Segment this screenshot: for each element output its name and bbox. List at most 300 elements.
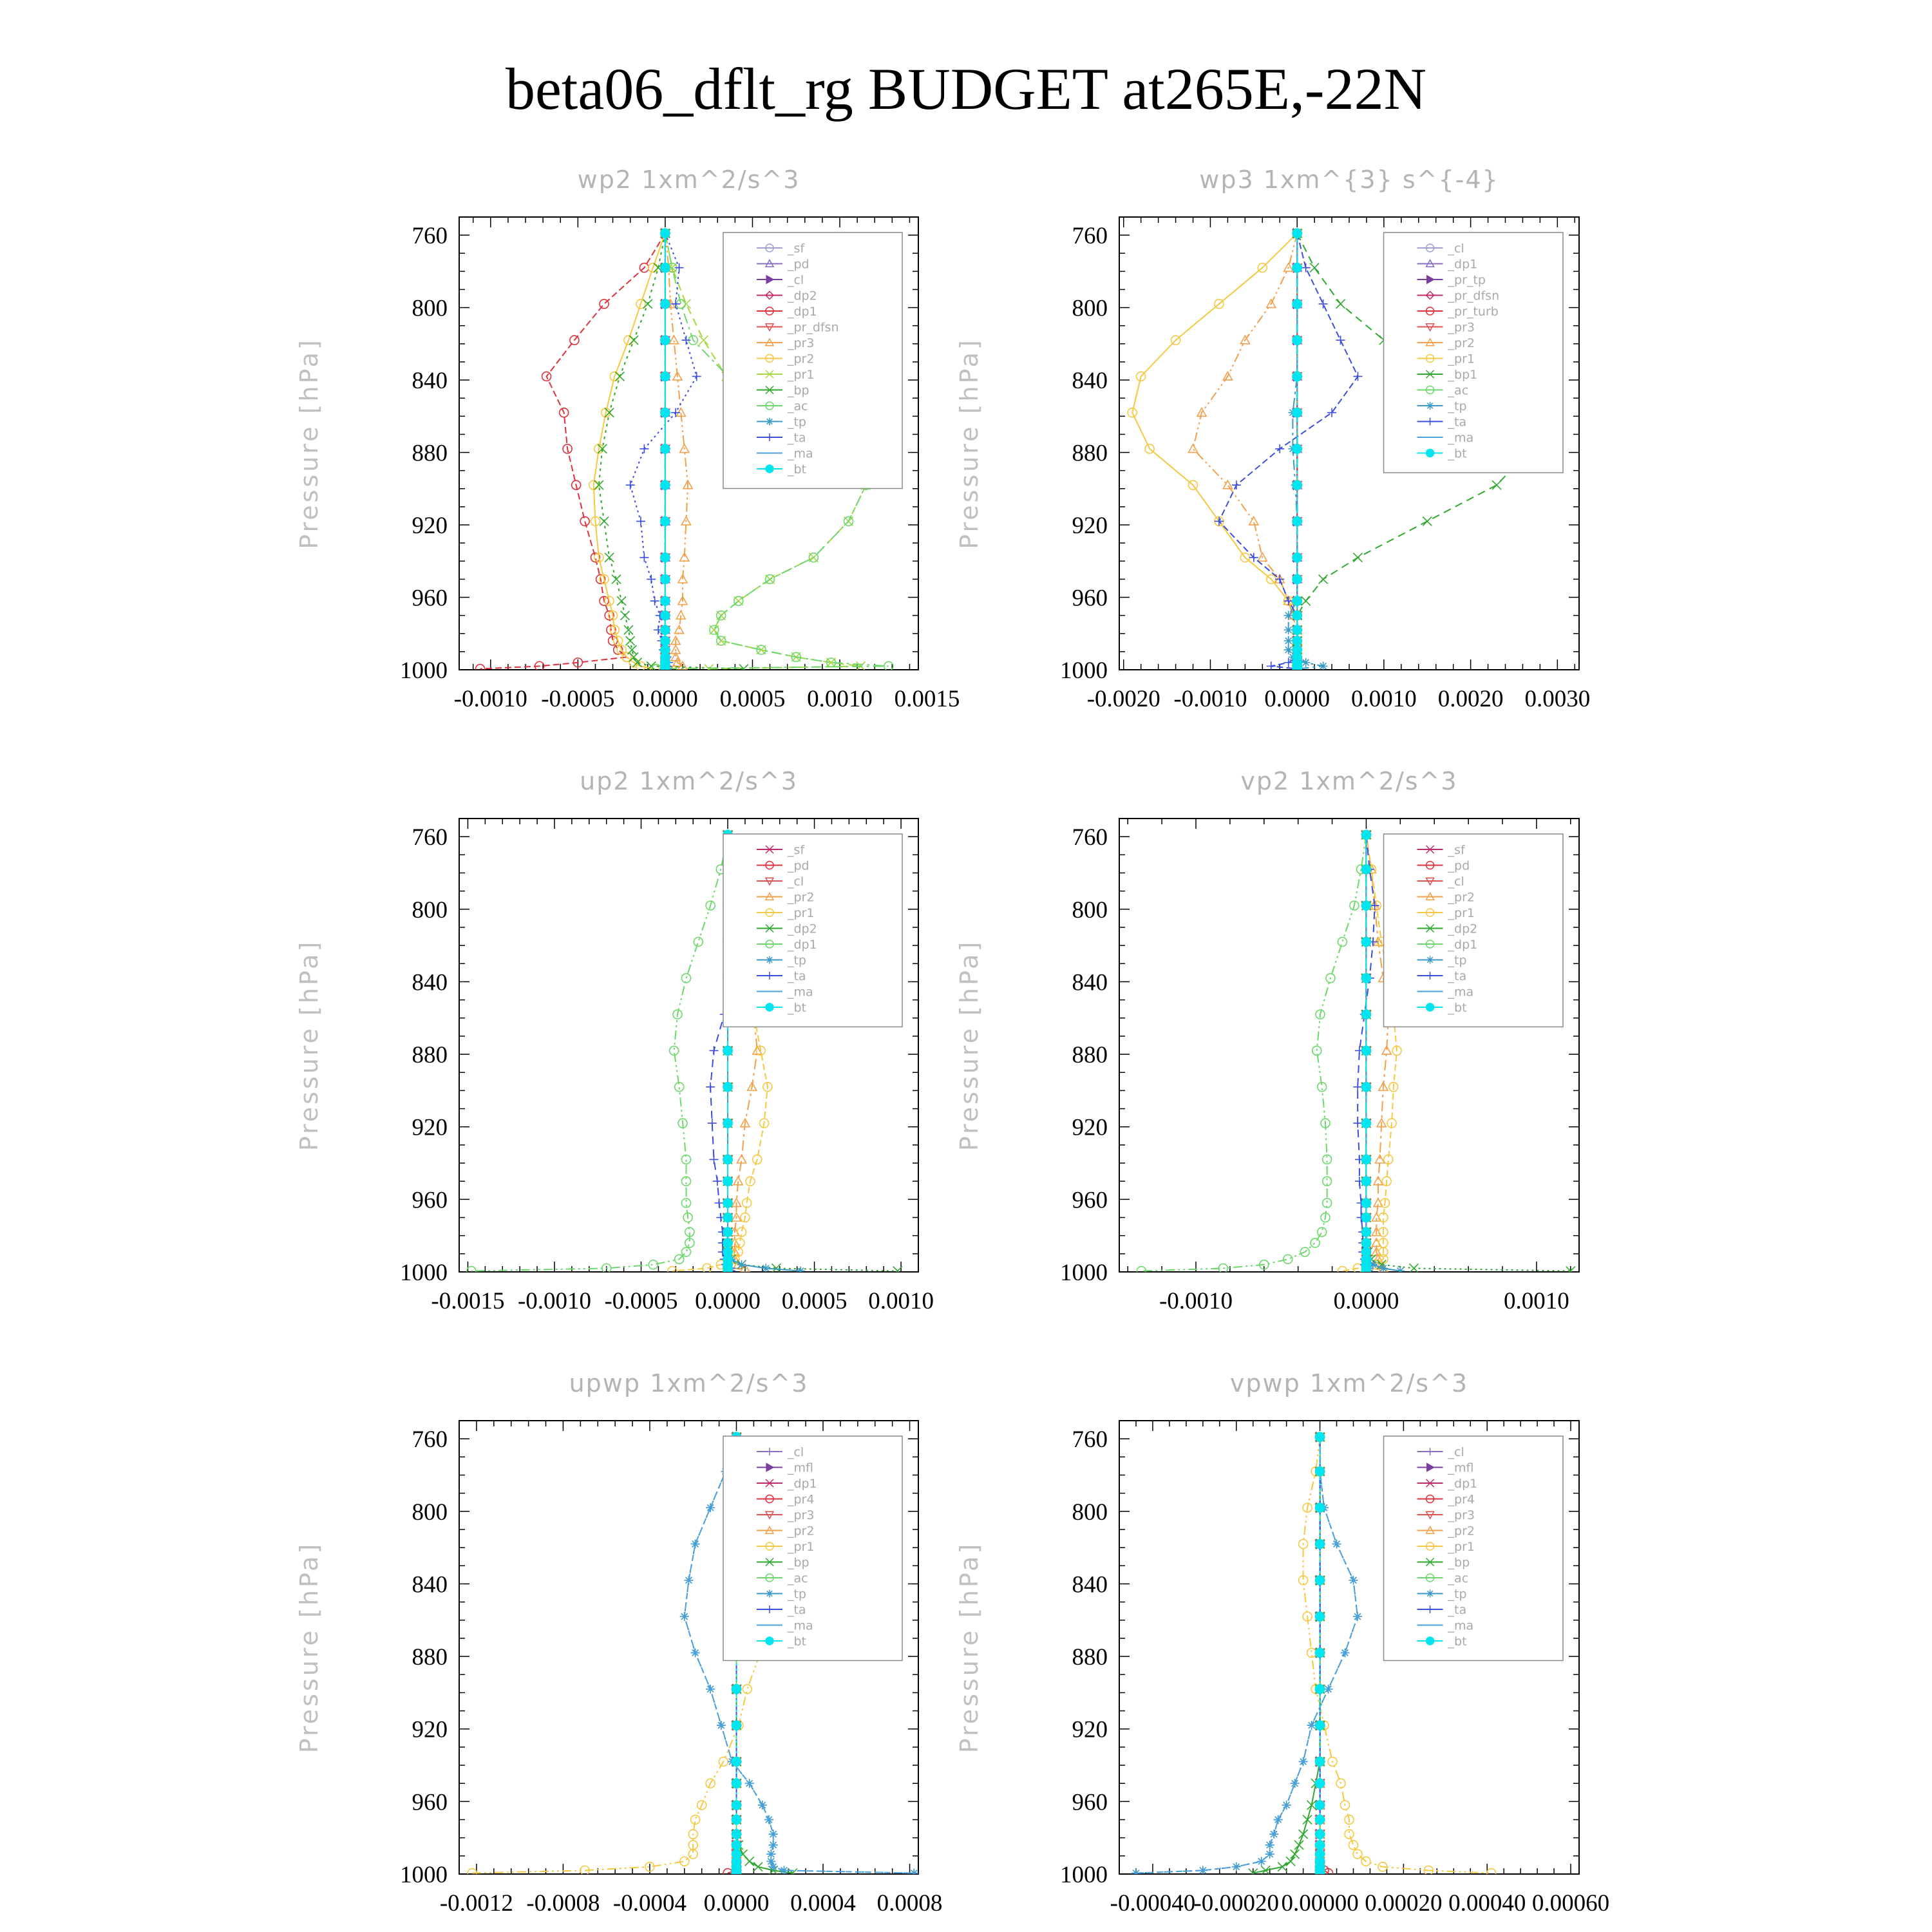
legend-label: _pd <box>787 257 810 272</box>
data-point <box>1361 1046 1370 1055</box>
data-point <box>723 1227 732 1236</box>
panel-title: upwp 1xm^2/s^3 <box>569 1369 809 1397</box>
x-tick-label: 0.0000 <box>703 1890 770 1917</box>
y-tick-label: 800 <box>1072 896 1108 923</box>
data-point <box>1316 1721 1325 1730</box>
data-point <box>1353 372 1362 381</box>
data-point <box>694 937 703 946</box>
legend-label: _dp1 <box>787 305 817 319</box>
data-point <box>732 1721 741 1730</box>
panel-title: wp2 1xm^2/s^3 <box>577 166 800 194</box>
legend-label: _mfl <box>1448 1461 1474 1475</box>
data-point <box>1376 1155 1385 1163</box>
chart-panel-2 <box>955 166 1590 712</box>
data-point <box>732 1801 741 1810</box>
data-point <box>661 336 670 345</box>
data-point <box>706 1083 715 1092</box>
y-tick-label: 880 <box>1072 1644 1108 1671</box>
legend-marker <box>1426 1637 1434 1645</box>
y-tick-label: 760 <box>412 223 448 250</box>
data-point <box>661 516 670 526</box>
data-point <box>1353 1119 1362 1128</box>
data-point <box>710 1155 719 1164</box>
data-point <box>1316 1576 1325 1585</box>
legend-label: _pr1 <box>787 1540 815 1554</box>
data-point <box>1327 408 1336 417</box>
chart-panel-5 <box>295 1369 942 1917</box>
panel-title: vp2 1xm^2/s^3 <box>1240 767 1458 795</box>
y-tick-label: 840 <box>1072 1571 1108 1598</box>
data-point <box>661 553 670 562</box>
data-point <box>1283 1255 1293 1264</box>
data-point <box>723 1267 732 1276</box>
legend-label: _tp <box>787 415 806 430</box>
data-point <box>1284 636 1293 645</box>
x-tick-label: 0.00020 <box>1365 1890 1443 1917</box>
legend-label: _dp1 <box>787 938 817 952</box>
data-point <box>1338 937 1347 946</box>
legend-label: _cl <box>1448 875 1464 889</box>
data-point <box>647 574 656 583</box>
data-point <box>1316 1757 1325 1766</box>
data-point <box>1361 1010 1370 1019</box>
x-tick-label: 0.00040 <box>1448 1890 1526 1917</box>
legend-label: _pr_dfsn <box>787 320 839 335</box>
x-tick-label: 0.00060 <box>1531 1890 1610 1917</box>
legend-label: _mfl <box>787 1461 813 1475</box>
y-tick-label: 840 <box>1072 368 1108 395</box>
data-point <box>649 1260 658 1269</box>
data-point <box>710 1046 719 1055</box>
data-point <box>723 1213 732 1222</box>
data-point <box>661 299 670 308</box>
legend-label: _ta <box>787 1603 806 1617</box>
data-point <box>732 1685 741 1694</box>
data-point <box>1293 611 1302 620</box>
legend-label: _pr2 <box>1448 1524 1475 1539</box>
legend-marker <box>1426 956 1434 964</box>
series-line <box>480 233 665 668</box>
data-point <box>723 1046 732 1055</box>
data-point <box>1232 480 1241 489</box>
legend-label: _bp <box>787 1555 810 1570</box>
x-tick-label: -0.0020 <box>1086 686 1160 712</box>
data-point <box>1353 553 1362 562</box>
legend-label: _ta <box>1448 969 1467 983</box>
legend-label: _pr2 <box>1448 336 1475 350</box>
legend <box>1384 1436 1563 1661</box>
data-point <box>661 636 670 645</box>
data-point <box>1293 263 1302 272</box>
y-tick-label: 760 <box>412 824 448 851</box>
y-tick-label: 800 <box>412 896 448 923</box>
data-point <box>1316 1648 1325 1657</box>
legend-label: _pr2 <box>787 352 815 366</box>
data-point <box>1361 974 1370 983</box>
y-tick-label: 880 <box>412 1042 448 1069</box>
data-point <box>1349 1841 1358 1850</box>
data-point <box>1293 596 1302 605</box>
legend-label: _pr_dfsn <box>1448 289 1500 303</box>
legend-marker <box>766 418 773 426</box>
legend-label: _tp <box>1448 399 1467 413</box>
legend-label: _ma <box>787 1618 813 1633</box>
data-point <box>1278 1862 1287 1871</box>
legend-label: _tp <box>787 1587 806 1602</box>
legend-marker <box>766 1590 773 1598</box>
legend-label: _ta <box>1448 415 1467 430</box>
legend-label: _pr3 <box>787 336 815 350</box>
data-point <box>732 1757 741 1766</box>
data-point <box>1319 661 1328 670</box>
y-tick-label: 760 <box>1072 824 1108 851</box>
legend-label: _bt <box>1448 446 1467 461</box>
legend-label: _bt <box>1448 1001 1467 1015</box>
legend-label: _cl <box>787 273 804 287</box>
legend-label: _bp1 <box>1448 368 1478 382</box>
legend-label: _dp2 <box>1448 922 1478 936</box>
x-tick-label: 0.0000 <box>1264 686 1331 712</box>
data-point <box>1316 1432 1325 1441</box>
data-point <box>1302 263 1311 272</box>
y-axis-label: Pressure [hPa] <box>955 337 983 549</box>
data-point <box>1361 937 1370 946</box>
legend-label: _pr_tp <box>1448 273 1486 287</box>
legend-label: _ma <box>1448 985 1474 999</box>
data-point <box>1294 1841 1303 1850</box>
data-point <box>661 229 670 238</box>
data-point <box>1293 229 1302 238</box>
y-tick-label: 760 <box>1072 1426 1108 1454</box>
y-axis-label: Pressure [hPa] <box>295 337 323 549</box>
data-point <box>681 299 690 308</box>
legend-label: _cl <box>787 875 804 889</box>
chart-panel-6 <box>955 1369 1609 1917</box>
data-point <box>1293 636 1302 645</box>
data-point <box>1293 480 1302 489</box>
legend-label: _dp1 <box>787 1477 817 1491</box>
y-tick-label: 960 <box>412 1187 448 1214</box>
data-point <box>732 1869 741 1878</box>
legend-label: _cl <box>1448 242 1464 256</box>
data-point <box>1284 625 1293 634</box>
data-point <box>1293 444 1302 453</box>
data-point <box>753 1862 762 1871</box>
data-point <box>661 480 670 489</box>
legend-label: _pr1 <box>1448 906 1475 920</box>
data-point <box>1284 645 1293 654</box>
panel-title: vpwp 1xm^2/s^3 <box>1229 1369 1469 1397</box>
data-point <box>661 596 670 605</box>
y-tick-label: 960 <box>412 1789 448 1816</box>
y-tick-label: 880 <box>412 440 448 467</box>
data-point <box>1310 263 1319 272</box>
y-tick-label: 840 <box>412 368 448 395</box>
series-line <box>1132 233 1297 668</box>
y-tick-label: 800 <box>412 295 448 322</box>
legend-label: _pr3 <box>787 1508 815 1522</box>
x-tick-label: 0.0000 <box>632 686 698 712</box>
data-point <box>615 372 624 381</box>
data-point <box>723 1177 732 1186</box>
data-point <box>699 336 708 345</box>
y-tick-label: 920 <box>412 513 448 540</box>
data-point <box>1361 1119 1370 1128</box>
legend-marker <box>1426 450 1434 457</box>
x-tick-label: 0.0000 <box>1333 1288 1399 1314</box>
x-tick-label: 0.0030 <box>1524 686 1591 712</box>
data-point <box>1303 1815 1312 1824</box>
legend-label: _pr2 <box>787 1524 815 1539</box>
x-tick-label: -0.0010 <box>517 1288 592 1314</box>
legend-label: _tp <box>1448 953 1467 968</box>
data-point <box>745 1857 754 1866</box>
y-tick-label: 920 <box>412 1716 448 1743</box>
legend-label: _cl <box>787 1445 804 1459</box>
x-tick-label: -0.0004 <box>612 1890 687 1917</box>
data-point <box>1316 1779 1325 1788</box>
data-point <box>605 553 614 562</box>
panel-title: up2 1xm^2/s^3 <box>580 767 798 795</box>
x-tick-label: 0.0010 <box>868 1288 934 1314</box>
data-point <box>1302 658 1311 667</box>
x-tick-label: 0.0010 <box>1504 1288 1569 1314</box>
y-axis-label: Pressure [hPa] <box>955 1541 983 1754</box>
data-point <box>1319 574 1328 583</box>
data-point <box>1353 1083 1362 1092</box>
legend-label: _pr4 <box>1448 1492 1475 1507</box>
legend-label: _pr4 <box>787 1492 815 1507</box>
legend <box>723 834 902 1027</box>
data-point <box>661 408 670 417</box>
y-tick-label: 1000 <box>1060 1260 1108 1286</box>
y-tick-label: 760 <box>412 1426 448 1454</box>
legend-label: _pr3 <box>1448 320 1475 335</box>
legend-label: _ma <box>1448 1618 1474 1633</box>
data-point <box>796 1267 805 1276</box>
data-point <box>1361 1083 1370 1092</box>
data-point <box>621 611 630 620</box>
legend-label: _pr2 <box>787 890 815 905</box>
data-point <box>1316 1539 1325 1548</box>
legend-label: _bp <box>1448 1555 1470 1570</box>
y-tick-label: 960 <box>1072 585 1108 612</box>
series-line <box>599 233 744 668</box>
data-point <box>1319 299 1328 308</box>
x-tick-label: 0.0000 <box>695 1288 761 1314</box>
data-point <box>1361 1177 1370 1186</box>
data-point <box>1316 1685 1325 1694</box>
legend-label: _ma <box>1448 431 1474 445</box>
legend-label: _pd <box>1448 858 1470 873</box>
data-point <box>715 1198 724 1208</box>
data-point <box>723 1083 732 1092</box>
x-tick-label: 0.0020 <box>1437 686 1504 712</box>
data-point <box>1293 372 1302 381</box>
data-point <box>636 516 645 526</box>
legend-marker <box>1426 402 1434 410</box>
x-tick-label: -0.0008 <box>526 1890 600 1917</box>
legend-label: _pr2 <box>1448 890 1475 905</box>
legend-label: _sf <box>787 843 805 857</box>
data-point <box>629 336 638 345</box>
data-point <box>1361 1267 1370 1276</box>
data-point <box>1361 1198 1370 1208</box>
data-point <box>1312 1046 1321 1055</box>
data-point <box>1293 625 1302 634</box>
data-point <box>1284 658 1293 667</box>
data-point <box>732 1841 741 1850</box>
legend-label: _bt <box>787 1001 806 1015</box>
data-point <box>1492 480 1501 489</box>
legend-label: _tp <box>787 953 806 968</box>
y-tick-label: 920 <box>1072 513 1108 540</box>
legend-label: _ta <box>787 969 806 983</box>
data-point <box>1316 1801 1325 1810</box>
legend-label: _ac <box>787 399 808 413</box>
y-tick-label: 840 <box>412 969 448 996</box>
panel-title: wp3 1xm^{3} s^{-4} <box>1199 166 1499 194</box>
y-tick-label: 840 <box>412 1571 448 1598</box>
x-tick-label: 0.0005 <box>719 686 786 712</box>
data-point <box>1361 830 1370 839</box>
legend-label: _pr1 <box>787 906 815 920</box>
y-tick-label: 920 <box>412 1114 448 1141</box>
data-point <box>675 625 684 634</box>
data-point <box>692 372 701 381</box>
data-point <box>643 299 652 308</box>
data-point <box>661 444 670 453</box>
data-point <box>732 1779 741 1788</box>
legend-marker <box>766 956 773 964</box>
y-tick-label: 960 <box>412 585 448 612</box>
data-point <box>1293 665 1302 674</box>
data-point <box>1396 1267 1405 1276</box>
x-tick-label: 0.0004 <box>790 1890 856 1917</box>
legend-marker <box>1426 1590 1434 1598</box>
data-point <box>1316 1503 1325 1512</box>
series-line <box>1141 835 1366 1271</box>
data-point <box>1361 1213 1370 1222</box>
x-tick-label: -0.00020 <box>1193 1890 1280 1917</box>
data-point <box>600 299 609 308</box>
data-point <box>639 444 649 453</box>
data-point <box>1353 1850 1362 1859</box>
data-point <box>617 596 626 605</box>
x-tick-label: 0.0008 <box>876 1890 943 1917</box>
data-point <box>629 652 638 661</box>
legend-label: _bt <box>1448 1634 1467 1649</box>
legend-label: _dp1 <box>1448 938 1478 952</box>
legend-label: _pd <box>787 858 810 873</box>
data-point <box>626 636 635 645</box>
data-point <box>1299 1830 1308 1839</box>
legend-label: _bp <box>787 383 810 398</box>
legend-label: _ac <box>1448 383 1469 398</box>
legend-label: _ta <box>1448 1603 1467 1617</box>
legend-marker <box>766 465 773 473</box>
legend-label: _pr3 <box>1448 1508 1475 1522</box>
data-point <box>1361 865 1370 874</box>
legend-label: _pr1 <box>1448 352 1475 366</box>
y-tick-label: 1000 <box>400 658 448 684</box>
legend-label: _ac <box>787 1571 808 1586</box>
data-point <box>1423 516 1432 526</box>
data-point <box>723 1238 732 1247</box>
legend-label: _pr1 <box>787 368 815 382</box>
data-point <box>1189 444 1198 453</box>
data-point <box>1293 336 1302 345</box>
data-point <box>743 1685 752 1694</box>
chart-panel-3 <box>295 767 934 1314</box>
y-axis-label: Pressure [hPa] <box>955 939 983 1151</box>
data-point <box>1293 299 1302 308</box>
legend-label: _pr_turb <box>1448 305 1499 319</box>
y-tick-label: 960 <box>1072 1789 1108 1816</box>
data-point <box>661 574 670 583</box>
legend-label: _cl <box>1448 1445 1464 1459</box>
data-point <box>1361 901 1370 910</box>
legend-label: _bt <box>787 1634 806 1649</box>
data-point <box>1293 553 1302 562</box>
series-line <box>1193 233 1298 668</box>
data-point <box>1293 516 1302 526</box>
x-tick-label: -0.0010 <box>1173 686 1247 712</box>
legend-label: _ma <box>787 985 813 999</box>
data-point <box>713 1177 722 1186</box>
legend-label: _pr1 <box>1448 1540 1475 1554</box>
data-point <box>681 1247 690 1256</box>
data-point <box>1316 1467 1325 1476</box>
data-point <box>1316 1612 1325 1621</box>
data-point <box>1311 1238 1320 1247</box>
x-tick-label: -0.0015 <box>431 1288 505 1314</box>
data-point <box>1318 1227 1327 1236</box>
legend-label: _ta <box>787 431 806 445</box>
data-point <box>723 1198 732 1208</box>
data-point <box>723 1119 732 1128</box>
data-point <box>1361 1155 1370 1164</box>
data-point <box>661 263 670 272</box>
y-tick-label: 880 <box>1072 440 1108 467</box>
data-point <box>1316 1841 1325 1850</box>
legend-marker <box>1426 1003 1434 1011</box>
x-tick-label: 0.0005 <box>781 1288 848 1314</box>
x-tick-label: -0.0010 <box>1159 1288 1233 1314</box>
legend <box>1384 232 1563 473</box>
y-tick-label: 800 <box>1072 295 1108 322</box>
chart-panel-1 <box>295 166 960 712</box>
legend-label: _dp1 <box>1448 257 1478 272</box>
legend-label: _dp1 <box>1448 1477 1478 1491</box>
data-point <box>580 516 589 526</box>
y-tick-label: 840 <box>1072 969 1108 996</box>
y-tick-label: 1000 <box>1060 1862 1108 1888</box>
y-tick-label: 1000 <box>1060 658 1108 684</box>
data-point <box>612 574 621 583</box>
legend-label: _ma <box>787 446 813 461</box>
data-point <box>1316 1815 1325 1824</box>
x-tick-label: -0.00040 <box>1110 1890 1196 1917</box>
data-point <box>661 625 670 634</box>
y-axis-label: Pressure [hPa] <box>295 1541 323 1754</box>
data-point <box>650 596 659 605</box>
data-point <box>1275 444 1284 453</box>
data-point <box>1293 574 1302 583</box>
y-tick-label: 880 <box>1072 1042 1108 1069</box>
data-point <box>1361 1227 1370 1236</box>
figure-title: beta06_dflt_rg BUDGET at265E,-22N <box>505 56 1427 122</box>
